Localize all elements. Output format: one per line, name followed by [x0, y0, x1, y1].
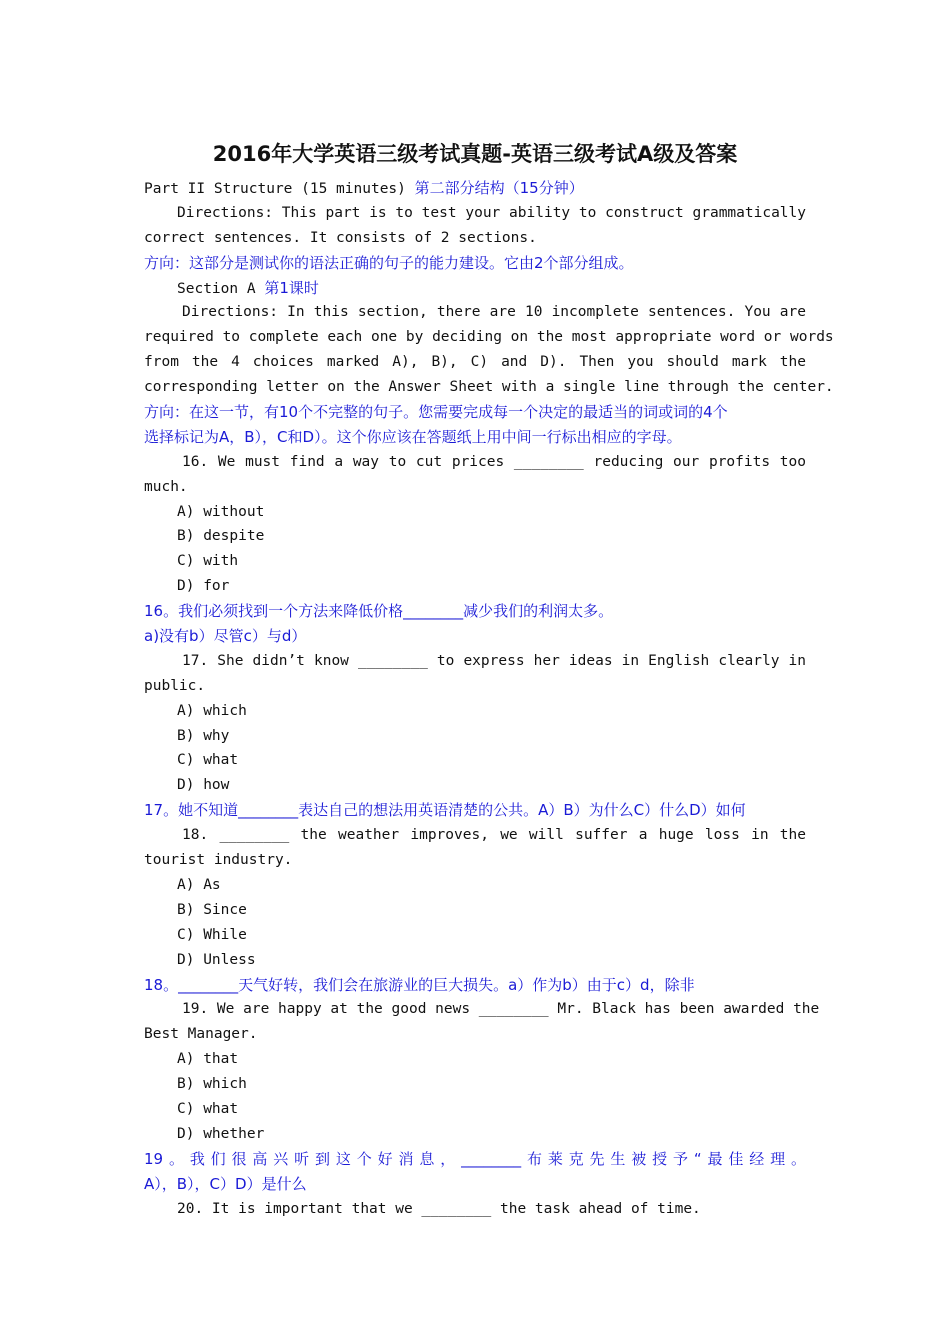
- document-title: 2016年大学英语三级考试真题-英语三级考试A级及答案: [212, 142, 738, 166]
- question-17-line-1: 17. She didn’t know ________ to express her ideas in English clearly in: [182, 652, 806, 669]
- section-directions-line-3: from the 4 choices marked A), B), C) and D). Then you should mark the: [144, 354, 806, 371]
- question-20-line-1: 20. It is important that we ________ the task ahead of time.: [177, 1200, 701, 1217]
- question-17-cn-1: 17。她不知道________表达自己的想法用英语清楚的公共。A）B）为什么C）什么D）如何: [144, 801, 746, 820]
- question-18-line-1: 18. ________ the weather improves, we will suffer a huge loss in the: [182, 827, 806, 844]
- section-directions-line-1: Directions: In this section, there are 10 incomplete sentences. You are: [182, 304, 806, 321]
- document-body: [144, 176, 834, 1221]
- section-a-cn: 第1课时: [264, 278, 319, 297]
- question-16-option-d: D) for: [177, 578, 230, 595]
- question-18-cn-1: 18。________天气好转，我们会在旅游业的巨大损失。a）作为b）由于c）d，除非: [144, 975, 695, 994]
- question-18-option-b: B) Since: [177, 901, 247, 918]
- question-19-option-b: B) which: [177, 1076, 247, 1093]
- section-a-en: Section A: [177, 280, 265, 297]
- question-16-option-b: B) despite: [177, 528, 265, 545]
- directions-line-1: Directions: This part is to test your ability to construct grammatically: [177, 204, 806, 221]
- question-16-line-1: 16. We must find a way to cut prices ________ reducing our profits too: [182, 453, 806, 470]
- question-18-line-2: tourist industry.: [144, 852, 293, 869]
- question-16-option-a: A) without: [177, 503, 265, 520]
- question-19-cn-2: A），B），C）D）是什么: [144, 1174, 307, 1193]
- part-header-en: Part II Structure (15 minutes): [144, 181, 415, 197]
- question-17-line-2: public.: [144, 677, 206, 694]
- question-18-option-c: C) While: [177, 926, 247, 943]
- question-16-option-c: C) with: [177, 553, 239, 570]
- question-19-option-a: A) that: [177, 1051, 239, 1068]
- question-19-cn-1: 19。我们很高兴听到这个好消息，________布莱克先生被授予“最佳经理。: [144, 1149, 806, 1168]
- question-17-option-c: C) what: [177, 752, 239, 769]
- part-header-cn: 第二部分结构（15分钟）: [414, 179, 584, 197]
- question-18-option-d: D) Unless: [177, 951, 256, 968]
- section-directions-line-4: corresponding letter on the Answer Sheet with a single line through the center.: [144, 379, 834, 396]
- directions-cn: 方向：这部分是测试你的语法正确的句子的能力建设。它由2个部分组成。: [144, 253, 634, 272]
- section-a-heading: [144, 276, 806, 301]
- question-17-option-b: B) why: [177, 727, 230, 744]
- section-directions-cn-2: 选择标记为A，B），C和D）。这个你应该在答题纸上用中间一行标出相应的字母。: [144, 427, 682, 446]
- question-16-cn-1: 16。我们必须找到一个方法来降低价格________减少我们的利润太多。: [144, 602, 614, 621]
- directions-line-2: correct sentences. It consists of 2 sections.: [144, 229, 537, 246]
- part-header: [144, 176, 806, 201]
- section-directions-line-2: required to complete each one by deciding on the most appropriate word or words: [144, 329, 834, 346]
- question-19-line-1: 19. We are happy at the good news ________ Mr. Black has been awarded the: [182, 1001, 820, 1018]
- section-directions-cn-1: 方向：在这一节，有10个不完整的句子。您需要完成每一个决定的最适当的词或词的4个: [144, 403, 728, 422]
- question-17-option-a: A) which: [177, 702, 247, 719]
- question-19-option-d: D) whether: [177, 1125, 265, 1142]
- question-16-line-2: much.: [144, 478, 188, 495]
- question-18-option-a: A) As: [177, 876, 221, 893]
- question-17-option-d: D) how: [177, 777, 230, 794]
- question-19-option-c: C) what: [177, 1100, 239, 1117]
- question-19-line-2: Best Manager.: [144, 1026, 258, 1043]
- question-16-cn-2: a)没有b）尽管c）与d）: [144, 627, 307, 646]
